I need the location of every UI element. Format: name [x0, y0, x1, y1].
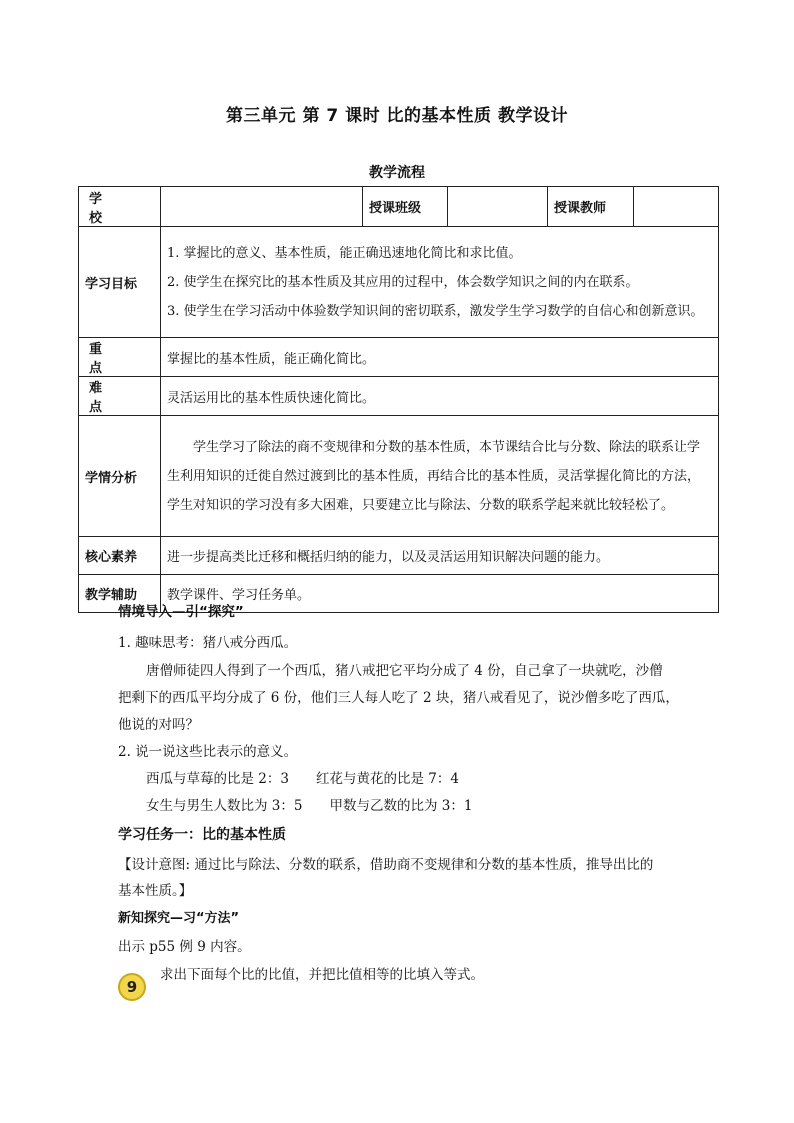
table-row	[79, 377, 719, 416]
list-item: 1. 趣味思考：猪八戒分西瓜。	[118, 635, 298, 651]
analysis-label: 学情分析	[79, 416, 161, 537]
goal-item: 3. 使学生在学习活动中体验数学知识间的密切联系，激发学生学习数学的自信心和创新意识。	[167, 303, 704, 319]
class-label: 授课班级	[363, 187, 448, 227]
class-value[interactable]	[448, 187, 548, 227]
sub-heading: 新知探究—习“方法”	[118, 911, 240, 926]
lesson-info-table	[78, 186, 719, 613]
school-label: 学 校	[79, 187, 161, 227]
ratio-line: 西瓜与草莓的比是 2：3 红花与黄花的比是 7：4	[146, 771, 459, 787]
aids-label: 教学辅助	[79, 575, 161, 613]
table-row	[79, 187, 719, 227]
school-value[interactable]	[161, 187, 363, 227]
example-number-badge: 9	[118, 973, 146, 1001]
show-example-text: 出示 p55 例 9 内容。	[118, 939, 251, 955]
goals-cell	[161, 227, 719, 338]
section-subtitle: 教学流程	[369, 165, 425, 181]
story-line: 唐僧师徒四人得到了一个西瓜，猪八戒把它平均分成了 4 份，自己拿了一块就吃，沙僧	[146, 663, 663, 679]
analysis-text: 学生学习了除法的商不变规律和分数的基本性质，本节课结合比与分数、除法的联系让学生利用知识的迁徙自然过渡到比的基本性质，再结合比的基本性质，灵活掌握化简比的方法，学生对知识的学习没有多大困难，只要建立比与除法、分数的联系学起来就比较轻松了。	[161, 416, 719, 537]
table-row	[79, 537, 719, 575]
design-intent-line: 【设计意图: 通过比与除法、分数的联系，借助商不变规律和分数的基本性质，推导出比的	[118, 857, 654, 873]
teacher-value[interactable]	[634, 187, 719, 227]
goal-item: 1. 掌握比的意义、基本性质，能正确迅速地化简比和求比值。	[167, 245, 522, 261]
goals-label: 学习目标	[79, 227, 161, 338]
list-item: 2. 说一说这些比表示的意义。	[118, 744, 298, 760]
section-heading-intro: 情境导入—引“探究”	[118, 604, 244, 620]
teacher-label: 授课教师	[548, 187, 634, 227]
table-row	[79, 227, 719, 338]
key-point-label: 重 点	[79, 338, 161, 377]
ratio-line: 女生与男生人数比为 3：5 甲数与乙数的比为 3：1	[146, 798, 473, 814]
key-point-text: 掌握比的基本性质，能正确化简比。	[161, 338, 719, 377]
difficulty-label: 难 点	[79, 377, 161, 416]
literacy-label: 核心素养	[79, 537, 161, 575]
document-title: 第三单元 第 7 课时 比的基本性质 教学设计	[226, 106, 568, 126]
literacy-text: 进一步提高类比迁移和概括归纳的能力，以及灵活运用知识解决问题的能力。	[161, 537, 719, 575]
table-row	[79, 416, 719, 537]
table-row	[79, 338, 719, 377]
story-line: 他说的对吗？	[118, 717, 199, 733]
example-instruction: 求出下面每个比的比值，并把比值相等的比填入等式。	[160, 967, 484, 983]
difficulty-text: 灵活运用比的基本性质快速化简比。	[161, 377, 719, 416]
aids-text: 教学课件、学习任务单。	[161, 575, 719, 613]
design-intent-line: 基本性质。】	[118, 883, 193, 899]
goal-item: 2. 使学生在探究比的基本性质及其应用的过程中，体会数学知识之间的内在联系。	[167, 274, 639, 290]
section-heading-task: 学习任务一：比的基本性质	[118, 827, 286, 843]
story-line: 把剩下的西瓜平均分成了 6 份，他们三人每人吃了 2 块，猪八戒看见了，说沙僧多吃了西瓜，	[118, 690, 679, 706]
